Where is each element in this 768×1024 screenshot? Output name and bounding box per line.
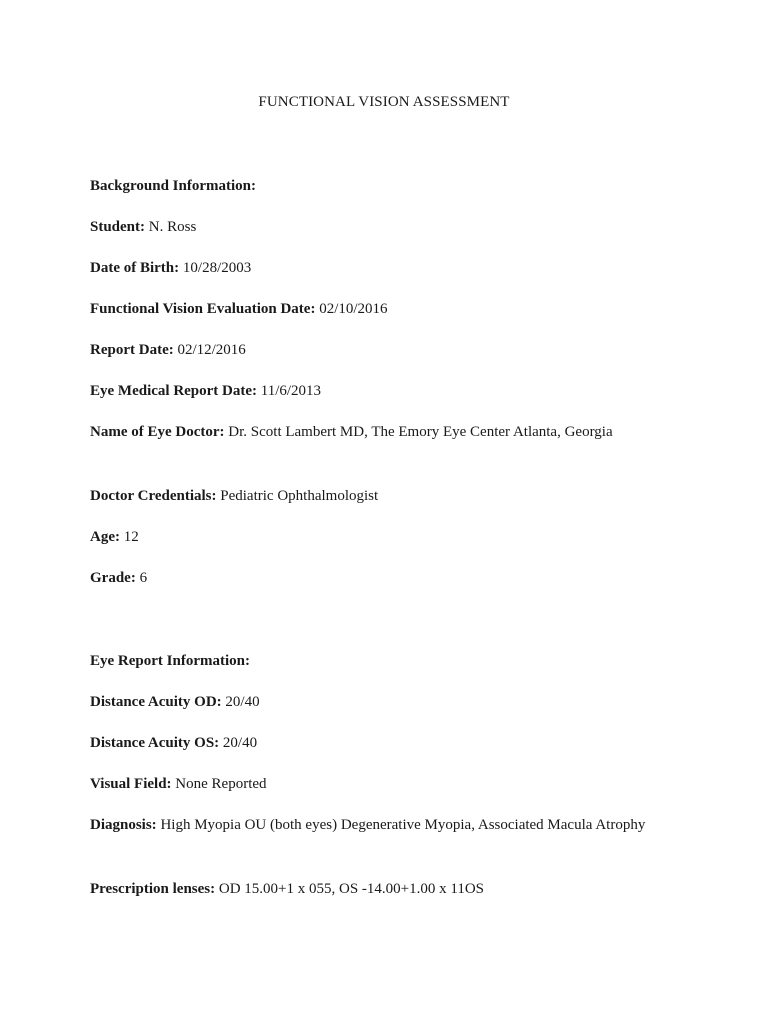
field-value: 20/40 [225, 694, 260, 710]
field-label: Date of Birth: [90, 260, 180, 276]
field-label: Report Date: [90, 342, 174, 358]
field-value: None Reported [175, 776, 267, 792]
field-label: Grade: [90, 570, 136, 586]
field-student [90, 215, 680, 239]
field-doctor-credentials [90, 484, 680, 508]
field-visual-field [90, 772, 680, 796]
field-label: Student: [90, 219, 146, 235]
field-evaluation-date [90, 297, 680, 321]
field-label: Doctor Credentials: [90, 488, 217, 504]
field-label: Eye Medical Report Date: [90, 383, 258, 399]
field-age [90, 525, 680, 549]
field-value: 02/10/2016 [319, 301, 388, 317]
field-label: Functional Vision Evaluation Date: [90, 301, 316, 317]
field-diagnosis [90, 813, 680, 837]
field-eye-doctor [90, 420, 680, 444]
field-label: Age: [90, 529, 120, 545]
field-value: OD 15.00+1 x 055, OS -14.00+1.00 x 11OS [218, 881, 484, 897]
field-value: 02/12/2016 [177, 342, 246, 358]
document-title: FUNCTIONAL VISION ASSESSMENT [258, 94, 510, 110]
field-label: Name of Eye Doctor: [90, 424, 225, 440]
field-distance-acuity-od [90, 690, 680, 714]
field-value: 6 [139, 570, 148, 586]
field-value: Pediatric Ophthalmologist [220, 488, 379, 504]
field-label: Prescription lenses: [90, 881, 216, 897]
field-value: High Myopia OU (both eyes) Degenerative Myopia, Associated Macula Atrophy [160, 817, 646, 833]
field-value: 11/6/2013 [260, 383, 322, 399]
eye-report-heading: Eye Report Information: [90, 653, 250, 669]
field-label: Visual Field: [90, 776, 172, 792]
field-prescription-lenses [90, 877, 680, 901]
field-value: Dr. Scott Lambert MD, The Emory Eye Center Atlanta, Georgia [228, 424, 613, 440]
field-report-date [90, 338, 680, 362]
field-distance-acuity-os [90, 731, 680, 755]
field-value: 10/28/2003 [182, 260, 252, 276]
field-value: 12 [123, 529, 139, 545]
background-heading: Background Information: [90, 178, 256, 194]
field-label: Distance Acuity OD: [90, 694, 222, 710]
field-label: Diagnosis: [90, 817, 157, 833]
field-value: 20/40 [222, 735, 258, 751]
field-eye-medical-report-date [90, 379, 680, 403]
field-value: N. Ross [148, 219, 197, 235]
field-grade [90, 566, 680, 590]
field-date-of-birth [90, 256, 680, 280]
field-label: Distance Acuity OS: [90, 735, 220, 751]
